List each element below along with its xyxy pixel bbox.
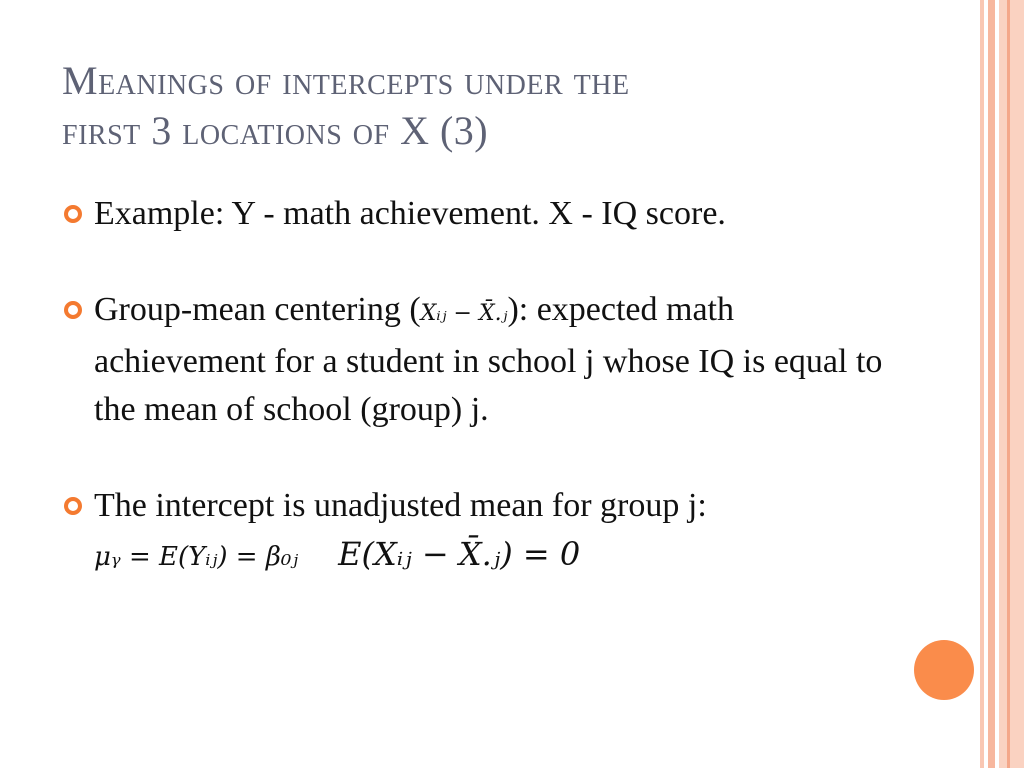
orange-circle-icon: [914, 640, 974, 700]
group-mean-formula: Xᵢⱼ − X̄.ⱼ: [420, 301, 508, 326]
ring-bullet-icon: [64, 497, 82, 515]
bullet-text: ): expected math achievement for a student in school j whose IQ is equal to the mean of school (group) j.: [94, 291, 883, 428]
centering-expectation-formula: E(Xᵢⱼ − X̄.ⱼ) = 0: [338, 535, 581, 573]
bullet-text: Group-mean centering (: [94, 291, 421, 328]
decorative-stripe: [980, 0, 984, 768]
ring-bullet-icon: [64, 301, 82, 319]
slide-title-line-2: first 3 locations of X (3): [62, 108, 489, 153]
slide-title-line-1: Meanings of intercepts under the: [62, 58, 630, 103]
intercept-formula: μᵧ = E(Yᵢⱼ) = β₀ⱼ: [94, 542, 299, 572]
ring-bullet-icon: [64, 205, 82, 223]
bullet-item: [64, 190, 894, 238]
decorative-stripe: [988, 0, 995, 768]
bullet-list: [64, 190, 894, 581]
slide-title: [62, 56, 862, 156]
decorative-stripe: [1007, 0, 1010, 768]
decorative-stripe: [999, 0, 1024, 768]
bullet-text: Example: Y - math achievement. X - IQ score.: [94, 195, 726, 232]
bullet-item: [64, 286, 894, 434]
bullet-text: The intercept is unadjusted mean for group j:: [94, 487, 707, 524]
bullet-item: [64, 482, 894, 581]
